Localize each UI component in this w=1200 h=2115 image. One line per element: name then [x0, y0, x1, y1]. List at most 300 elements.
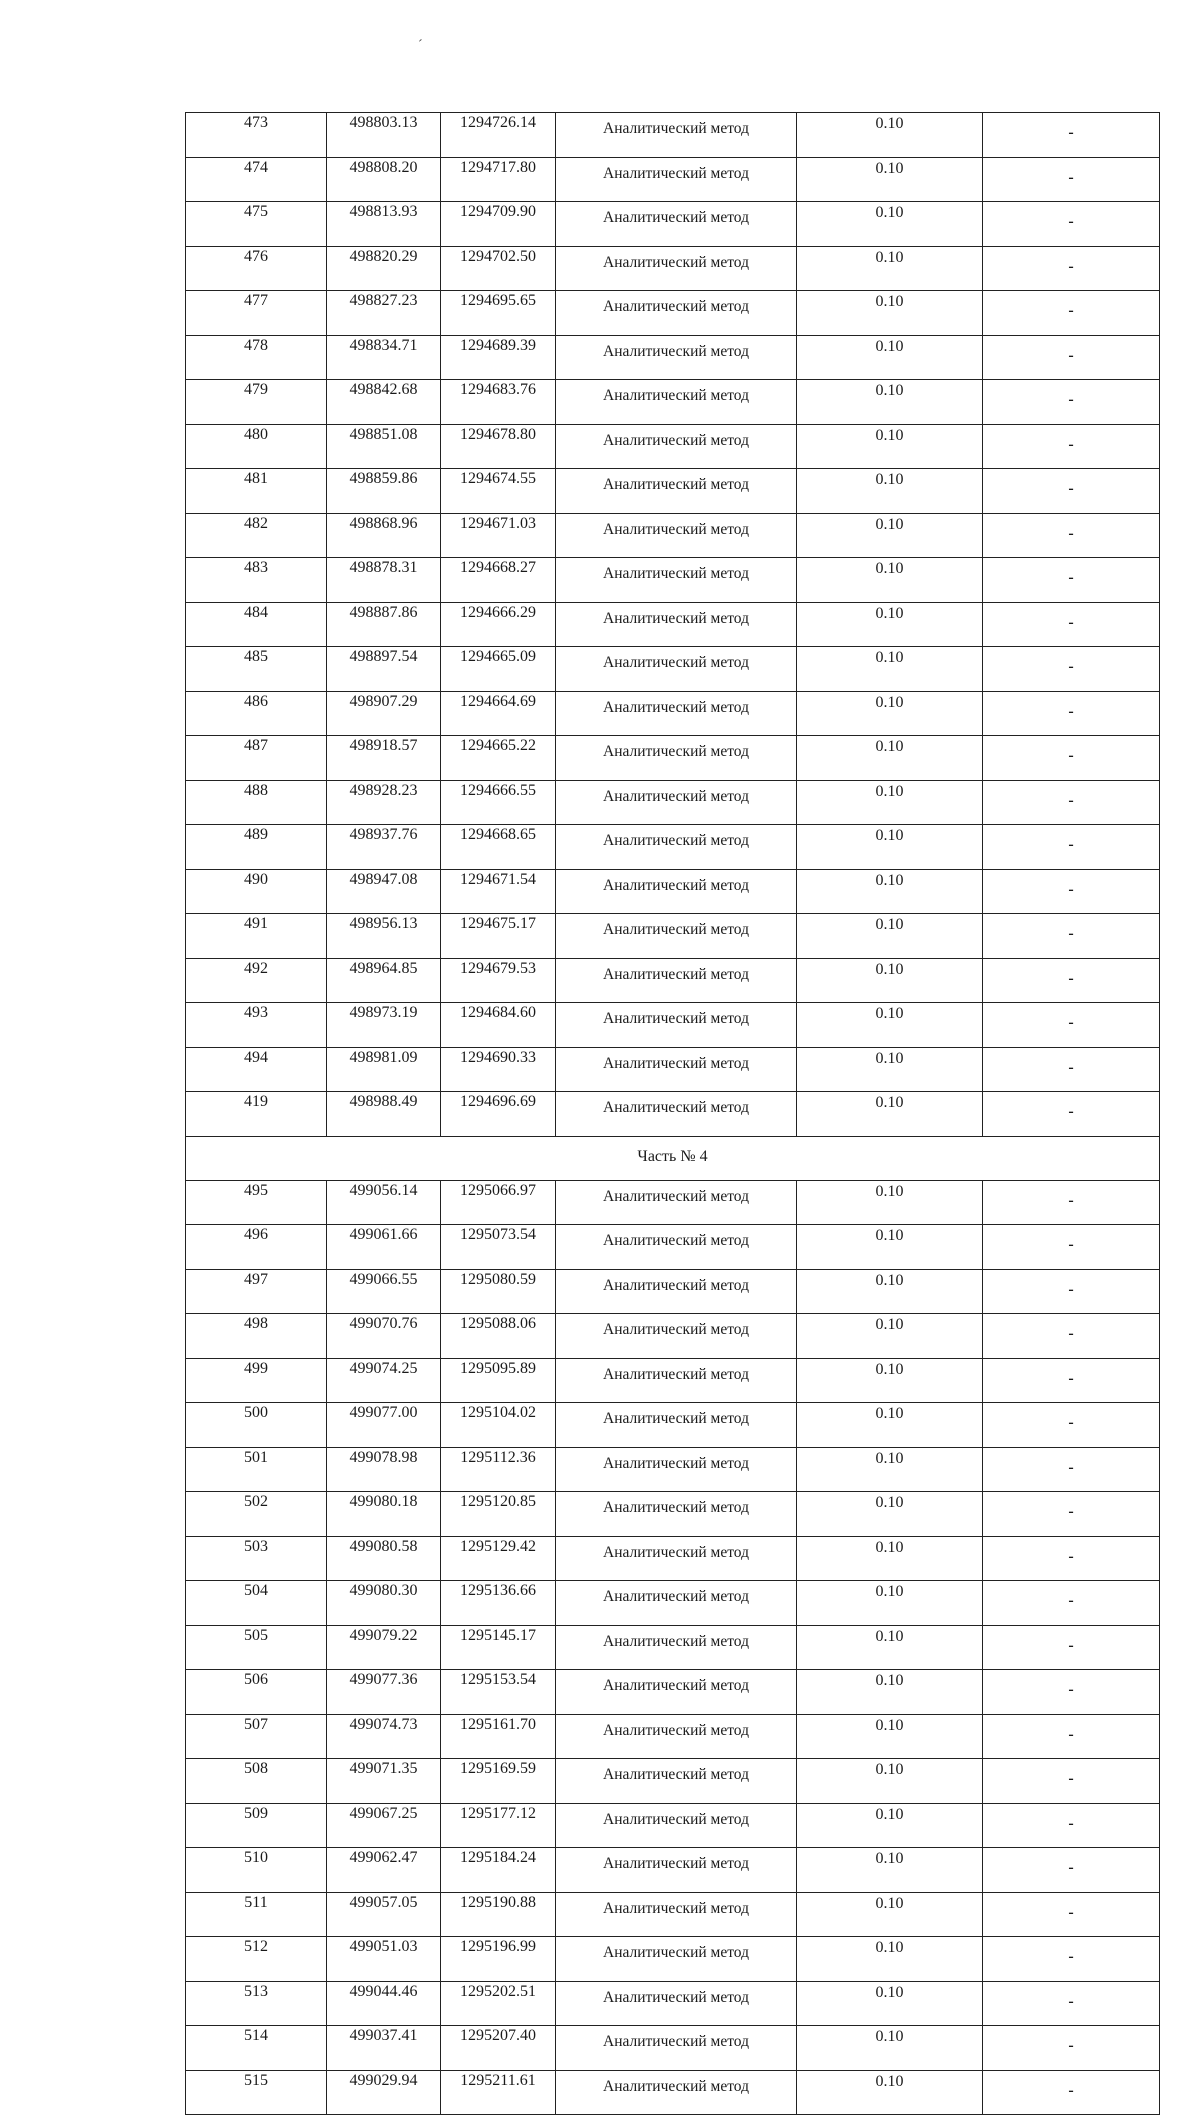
point-number-cell: 503	[186, 1536, 327, 1581]
coord-x-cell: 499079.22	[327, 1625, 441, 1670]
coord-y-cell: 1294689.39	[441, 335, 556, 380]
coord-y-cell: 1294665.09	[441, 647, 556, 692]
note-cell: -	[983, 1269, 1160, 1314]
table-row	[186, 1403, 1160, 1448]
method-cell: Аналитический метод	[556, 1981, 797, 2026]
coord-y-cell: 1295184.24	[441, 1848, 556, 1893]
coord-y-cell: 1294709.90	[441, 202, 556, 247]
point-number-cell: 506	[186, 1670, 327, 1715]
accuracy-cell: 0.10	[797, 1937, 983, 1982]
point-number-cell: 498	[186, 1314, 327, 1359]
accuracy-cell: 0.10	[797, 914, 983, 959]
coord-x-cell: 498928.23	[327, 780, 441, 825]
point-number-cell: 515	[186, 2070, 327, 2115]
coord-x-cell: 499080.58	[327, 1536, 441, 1581]
coord-y-cell: 1295190.88	[441, 1892, 556, 1937]
note-cell: -	[983, 1937, 1160, 1982]
table-row	[186, 647, 1160, 692]
coord-y-cell: 1295112.36	[441, 1447, 556, 1492]
point-number-cell: 508	[186, 1759, 327, 1804]
note-cell: -	[983, 780, 1160, 825]
accuracy-cell: 0.10	[797, 2070, 983, 2115]
accuracy-cell: 0.10	[797, 1403, 983, 1448]
coord-x-cell: 499080.18	[327, 1492, 441, 1537]
method-cell: Аналитический метод	[556, 2070, 797, 2115]
accuracy-cell: 0.10	[797, 558, 983, 603]
table-row	[186, 157, 1160, 202]
coord-x-cell: 499071.35	[327, 1759, 441, 1804]
coord-y-cell: 1294664.69	[441, 691, 556, 736]
point-number-cell: 481	[186, 469, 327, 514]
table-row	[186, 1536, 1160, 1581]
coord-x-cell: 499029.94	[327, 2070, 441, 2115]
accuracy-cell: 0.10	[797, 780, 983, 825]
note-cell: -	[983, 424, 1160, 469]
table-row	[186, 1358, 1160, 1403]
note-cell: -	[983, 825, 1160, 870]
point-number-cell: 475	[186, 202, 327, 247]
point-number-cell: 510	[186, 1848, 327, 1893]
coord-x-cell: 499044.46	[327, 1981, 441, 2026]
table-body-part-3	[186, 113, 1160, 1137]
accuracy-cell: 0.10	[797, 1670, 983, 1715]
table-row	[186, 1981, 1160, 2026]
method-cell: Аналитический метод	[556, 1937, 797, 1982]
method-cell: Аналитический метод	[556, 1492, 797, 1537]
accuracy-cell: 0.10	[797, 1714, 983, 1759]
table-row	[186, 380, 1160, 425]
table-row	[186, 825, 1160, 870]
coord-x-cell: 498947.08	[327, 869, 441, 914]
accuracy-cell: 0.10	[797, 647, 983, 692]
point-number-cell: 500	[186, 1403, 327, 1448]
note-cell: -	[983, 1803, 1160, 1848]
point-number-cell: 480	[186, 424, 327, 469]
point-number-cell: 473	[186, 113, 327, 158]
accuracy-cell: 0.10	[797, 869, 983, 914]
coord-y-cell: 1294674.55	[441, 469, 556, 514]
accuracy-cell: 0.10	[797, 958, 983, 1003]
point-number-cell: 493	[186, 1003, 327, 1048]
coord-y-cell: 1295120.85	[441, 1492, 556, 1537]
coord-x-cell: 499057.05	[327, 1892, 441, 1937]
note-cell: -	[983, 1625, 1160, 1670]
method-cell: Аналитический метод	[556, 157, 797, 202]
coord-x-cell: 499061.66	[327, 1225, 441, 1270]
method-cell: Аналитический метод	[556, 691, 797, 736]
table-row	[186, 335, 1160, 380]
coord-y-cell: 1294671.54	[441, 869, 556, 914]
method-cell: Аналитический метод	[556, 1047, 797, 1092]
method-cell: Аналитический метод	[556, 291, 797, 336]
accuracy-cell: 0.10	[797, 1092, 983, 1137]
note-cell: -	[983, 558, 1160, 603]
method-cell: Аналитический метод	[556, 1180, 797, 1225]
note-cell: -	[983, 469, 1160, 514]
point-number-cell: 494	[186, 1047, 327, 1092]
note-cell: -	[983, 647, 1160, 692]
method-cell: Аналитический метод	[556, 602, 797, 647]
point-number-cell: 487	[186, 736, 327, 781]
method-cell: Аналитический метод	[556, 1269, 797, 1314]
coord-x-cell: 499070.76	[327, 1314, 441, 1359]
coord-x-cell: 499051.03	[327, 1937, 441, 1982]
accuracy-cell: 0.10	[797, 1892, 983, 1937]
coordinates-table-sheet	[185, 112, 1159, 2115]
method-cell: Аналитический метод	[556, 2026, 797, 2071]
coord-y-cell: 1294666.29	[441, 602, 556, 647]
point-number-cell: 488	[186, 780, 327, 825]
table-row	[186, 469, 1160, 514]
table-row	[186, 1848, 1160, 1893]
accuracy-cell: 0.10	[797, 602, 983, 647]
coord-y-cell: 1294683.76	[441, 380, 556, 425]
accuracy-cell: 0.10	[797, 513, 983, 558]
table-row	[186, 736, 1160, 781]
note-cell: -	[983, 335, 1160, 380]
coord-y-cell: 1294702.50	[441, 246, 556, 291]
table-row	[186, 1803, 1160, 1848]
coord-y-cell: 1294678.80	[441, 424, 556, 469]
note-cell: -	[983, 691, 1160, 736]
table-row	[186, 513, 1160, 558]
method-cell: Аналитический метод	[556, 246, 797, 291]
coord-y-cell: 1294679.53	[441, 958, 556, 1003]
method-cell: Аналитический метод	[556, 736, 797, 781]
table-row	[186, 1937, 1160, 1982]
table-row	[186, 1180, 1160, 1225]
table-row	[186, 1892, 1160, 1937]
point-number-cell: 504	[186, 1581, 327, 1626]
note-cell: -	[983, 869, 1160, 914]
point-number-cell: 474	[186, 157, 327, 202]
note-cell: -	[983, 736, 1160, 781]
accuracy-cell: 0.10	[797, 1225, 983, 1270]
table-row	[186, 1225, 1160, 1270]
note-cell: -	[983, 602, 1160, 647]
table-row	[186, 246, 1160, 291]
point-number-cell: 502	[186, 1492, 327, 1537]
note-cell: -	[983, 157, 1160, 202]
note-cell: -	[983, 1047, 1160, 1092]
point-number-cell: 492	[186, 958, 327, 1003]
note-cell: -	[983, 380, 1160, 425]
method-cell: Аналитический метод	[556, 1314, 797, 1359]
point-number-cell: 476	[186, 246, 327, 291]
method-cell: Аналитический метод	[556, 869, 797, 914]
point-number-cell: 499	[186, 1358, 327, 1403]
point-number-cell: 505	[186, 1625, 327, 1670]
method-cell: Аналитический метод	[556, 424, 797, 469]
coordinates-table	[185, 112, 1160, 2115]
coord-y-cell: 1294690.33	[441, 1047, 556, 1092]
point-number-cell: 497	[186, 1269, 327, 1314]
method-cell: Аналитический метод	[556, 1358, 797, 1403]
method-cell: Аналитический метод	[556, 1403, 797, 1448]
accuracy-cell: 0.10	[797, 1625, 983, 1670]
table-row	[186, 291, 1160, 336]
coord-x-cell: 499067.25	[327, 1803, 441, 1848]
point-number-cell: 513	[186, 1981, 327, 2026]
point-number-cell: 483	[186, 558, 327, 603]
table-row	[186, 202, 1160, 247]
coord-y-cell: 1295153.54	[441, 1670, 556, 1715]
table-row	[186, 424, 1160, 469]
note-cell: -	[983, 1536, 1160, 1581]
table-row	[186, 1670, 1160, 1715]
coord-x-cell: 498988.49	[327, 1092, 441, 1137]
coord-x-cell: 499062.47	[327, 1848, 441, 1893]
accuracy-cell: 0.10	[797, 157, 983, 202]
coord-y-cell: 1295095.89	[441, 1358, 556, 1403]
point-number-cell: 477	[186, 291, 327, 336]
method-cell: Аналитический метод	[556, 914, 797, 959]
coord-x-cell: 498973.19	[327, 1003, 441, 1048]
accuracy-cell: 0.10	[797, 825, 983, 870]
method-cell: Аналитический метод	[556, 1536, 797, 1581]
accuracy-cell: 0.10	[797, 1047, 983, 1092]
note-cell: -	[983, 1759, 1160, 1804]
table-body-part-4	[186, 1180, 1160, 2115]
table-row	[186, 1092, 1160, 1137]
method-cell: Аналитический метод	[556, 825, 797, 870]
note-cell: -	[983, 246, 1160, 291]
coord-y-cell: 1294695.65	[441, 291, 556, 336]
method-cell: Аналитический метод	[556, 1759, 797, 1804]
point-number-cell: 496	[186, 1225, 327, 1270]
point-number-cell: 482	[186, 513, 327, 558]
method-cell: Аналитический метод	[556, 780, 797, 825]
method-cell: Аналитический метод	[556, 1714, 797, 1759]
point-number-cell: 485	[186, 647, 327, 692]
coord-y-cell: 1294671.03	[441, 513, 556, 558]
table-row	[186, 780, 1160, 825]
method-cell: Аналитический метод	[556, 958, 797, 1003]
table-row	[186, 1003, 1160, 1048]
point-number-cell: 489	[186, 825, 327, 870]
section-header-body	[186, 1136, 1160, 1180]
method-cell: Аналитический метод	[556, 1447, 797, 1492]
method-cell: Аналитический метод	[556, 1803, 797, 1848]
accuracy-cell: 0.10	[797, 1314, 983, 1359]
method-cell: Аналитический метод	[556, 1225, 797, 1270]
coord-y-cell: 1294726.14	[441, 113, 556, 158]
point-number-cell: 495	[186, 1180, 327, 1225]
coord-y-cell: 1294668.27	[441, 558, 556, 603]
note-cell: -	[983, 1180, 1160, 1225]
accuracy-cell: 0.10	[797, 113, 983, 158]
point-number-cell: 490	[186, 869, 327, 914]
coord-x-cell: 499056.14	[327, 1180, 441, 1225]
method-cell: Аналитический метод	[556, 647, 797, 692]
method-cell: Аналитический метод	[556, 335, 797, 380]
point-number-cell: 512	[186, 1937, 327, 1982]
coord-y-cell: 1294696.69	[441, 1092, 556, 1137]
section-row	[186, 1136, 1160, 1180]
point-number-cell: 486	[186, 691, 327, 736]
coord-x-cell: 498907.29	[327, 691, 441, 736]
accuracy-cell: 0.10	[797, 2026, 983, 2071]
coord-y-cell: 1295196.99	[441, 1937, 556, 1982]
coord-x-cell: 499074.25	[327, 1358, 441, 1403]
table-row	[186, 958, 1160, 1003]
coord-x-cell: 498897.54	[327, 647, 441, 692]
accuracy-cell: 0.10	[797, 202, 983, 247]
table-row	[186, 1714, 1160, 1759]
point-number-cell: 484	[186, 602, 327, 647]
coord-y-cell: 1295177.12	[441, 1803, 556, 1848]
method-cell: Аналитический метод	[556, 469, 797, 514]
note-cell: -	[983, 1358, 1160, 1403]
coord-y-cell: 1294717.80	[441, 157, 556, 202]
table-row	[186, 2070, 1160, 2115]
coord-y-cell: 1295169.59	[441, 1759, 556, 1804]
point-number-cell: 511	[186, 1892, 327, 1937]
accuracy-cell: 0.10	[797, 1492, 983, 1537]
note-cell: -	[983, 1225, 1160, 1270]
method-cell: Аналитический метод	[556, 113, 797, 158]
method-cell: Аналитический метод	[556, 1003, 797, 1048]
note-cell: -	[983, 1492, 1160, 1537]
coord-x-cell: 499078.98	[327, 1447, 441, 1492]
note-cell: -	[983, 2026, 1160, 2071]
coord-x-cell: 499077.36	[327, 1670, 441, 1715]
coord-y-cell: 1295207.40	[441, 2026, 556, 2071]
accuracy-cell: 0.10	[797, 246, 983, 291]
method-cell: Аналитический метод	[556, 1848, 797, 1893]
coord-x-cell: 499066.55	[327, 1269, 441, 1314]
coord-x-cell: 499077.00	[327, 1403, 441, 1448]
note-cell: -	[983, 958, 1160, 1003]
point-number-cell: 501	[186, 1447, 327, 1492]
coord-y-cell: 1295080.59	[441, 1269, 556, 1314]
note-cell: -	[983, 1981, 1160, 2026]
table-row	[186, 1581, 1160, 1626]
scan-mark: ´	[418, 38, 423, 53]
table-row	[186, 869, 1160, 914]
method-cell: Аналитический метод	[556, 1892, 797, 1937]
coord-y-cell: 1295161.70	[441, 1714, 556, 1759]
table-row	[186, 113, 1160, 158]
accuracy-cell: 0.10	[797, 1759, 983, 1804]
coord-y-cell: 1294665.22	[441, 736, 556, 781]
coord-x-cell: 498842.68	[327, 380, 441, 425]
accuracy-cell: 0.10	[797, 1269, 983, 1314]
note-cell: -	[983, 513, 1160, 558]
note-cell: -	[983, 1314, 1160, 1359]
coord-x-cell: 499037.41	[327, 2026, 441, 2071]
table-row	[186, 691, 1160, 736]
point-number-cell: 509	[186, 1803, 327, 1848]
accuracy-cell: 0.10	[797, 1180, 983, 1225]
point-number-cell: 514	[186, 2026, 327, 2071]
coord-y-cell: 1295104.02	[441, 1403, 556, 1448]
table-row	[186, 1759, 1160, 1804]
table-row	[186, 602, 1160, 647]
method-cell: Аналитический метод	[556, 558, 797, 603]
accuracy-cell: 0.10	[797, 291, 983, 336]
method-cell: Аналитический метод	[556, 1670, 797, 1715]
note-cell: -	[983, 1892, 1160, 1937]
table-row	[186, 2026, 1160, 2071]
coord-y-cell: 1295211.61	[441, 2070, 556, 2115]
note-cell: -	[983, 1670, 1160, 1715]
table-row	[186, 1269, 1160, 1314]
table-row	[186, 1047, 1160, 1092]
coord-x-cell: 498820.29	[327, 246, 441, 291]
accuracy-cell: 0.10	[797, 736, 983, 781]
note-cell: -	[983, 2070, 1160, 2115]
method-cell: Аналитический метод	[556, 202, 797, 247]
table-row	[186, 914, 1160, 959]
method-cell: Аналитический метод	[556, 1092, 797, 1137]
coord-x-cell: 499074.73	[327, 1714, 441, 1759]
accuracy-cell: 0.10	[797, 691, 983, 736]
accuracy-cell: 0.10	[797, 1447, 983, 1492]
coord-y-cell: 1295145.17	[441, 1625, 556, 1670]
point-number-cell: 419	[186, 1092, 327, 1137]
note-cell: -	[983, 1003, 1160, 1048]
accuracy-cell: 0.10	[797, 1803, 983, 1848]
coord-y-cell: 1294668.65	[441, 825, 556, 870]
method-cell: Аналитический метод	[556, 513, 797, 558]
point-number-cell: 478	[186, 335, 327, 380]
accuracy-cell: 0.10	[797, 1358, 983, 1403]
note-cell: -	[983, 1447, 1160, 1492]
coord-x-cell: 498956.13	[327, 914, 441, 959]
method-cell: Аналитический метод	[556, 380, 797, 425]
coord-x-cell: 499080.30	[327, 1581, 441, 1626]
coord-y-cell: 1295129.42	[441, 1536, 556, 1581]
note-cell: -	[983, 914, 1160, 959]
coord-x-cell: 498827.23	[327, 291, 441, 336]
point-number-cell: 507	[186, 1714, 327, 1759]
note-cell: -	[983, 1581, 1160, 1626]
coord-y-cell: 1295066.97	[441, 1180, 556, 1225]
coord-y-cell: 1295088.06	[441, 1314, 556, 1359]
coord-x-cell: 498803.13	[327, 113, 441, 158]
accuracy-cell: 0.10	[797, 1848, 983, 1893]
note-cell: -	[983, 291, 1160, 336]
accuracy-cell: 0.10	[797, 380, 983, 425]
accuracy-cell: 0.10	[797, 1581, 983, 1626]
accuracy-cell: 0.10	[797, 1536, 983, 1581]
coord-x-cell: 498937.76	[327, 825, 441, 870]
coord-x-cell: 498813.93	[327, 202, 441, 247]
coord-x-cell: 498851.08	[327, 424, 441, 469]
coord-x-cell: 498878.31	[327, 558, 441, 603]
coord-x-cell: 498981.09	[327, 1047, 441, 1092]
table-row	[186, 1625, 1160, 1670]
table-row	[186, 1492, 1160, 1537]
note-cell: -	[983, 113, 1160, 158]
coord-y-cell: 1295202.51	[441, 1981, 556, 2026]
table-row	[186, 558, 1160, 603]
table-row	[186, 1314, 1160, 1359]
note-cell: -	[983, 1714, 1160, 1759]
accuracy-cell: 0.10	[797, 1981, 983, 2026]
coord-x-cell: 498859.86	[327, 469, 441, 514]
coord-y-cell: 1295136.66	[441, 1581, 556, 1626]
accuracy-cell: 0.10	[797, 424, 983, 469]
method-cell: Аналитический метод	[556, 1625, 797, 1670]
coord-x-cell: 498964.85	[327, 958, 441, 1003]
point-number-cell: 479	[186, 380, 327, 425]
method-cell: Аналитический метод	[556, 1581, 797, 1626]
table-row	[186, 1447, 1160, 1492]
accuracy-cell: 0.10	[797, 1003, 983, 1048]
coord-x-cell: 498918.57	[327, 736, 441, 781]
